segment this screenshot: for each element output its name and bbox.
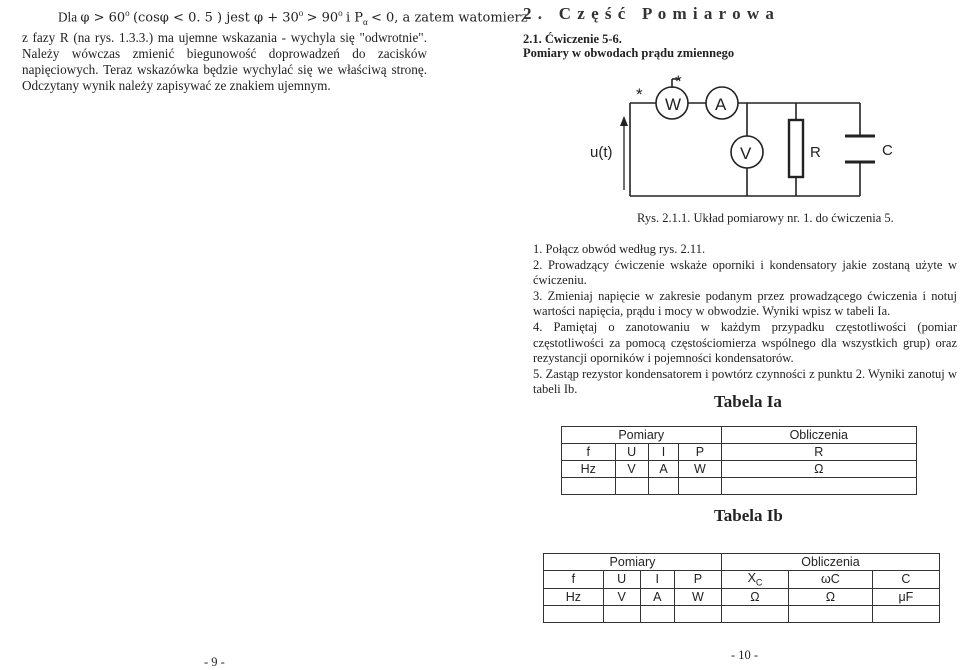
ammeter-label: A (715, 95, 727, 114)
table-cell: P (674, 571, 721, 589)
table-b (543, 553, 940, 623)
left-line-1: Dla $\varphi > 60^o$ (cosφ < 0. 5 ) jest $\varphi + 30^o > 90^o$ i $P_\alpha < 0$, a zatem watomierz (58, 8, 528, 28)
table-cell: Hz (562, 461, 616, 478)
table-cell (562, 478, 616, 495)
table-cell: I (640, 571, 674, 589)
table-cell (544, 605, 604, 622)
table-cell (679, 478, 721, 495)
table-row (562, 444, 917, 461)
table-cell (648, 478, 679, 495)
star-voltage-coil: * (675, 72, 682, 91)
table-cell (721, 605, 788, 622)
table-cell: f (562, 444, 616, 461)
table-header: Obliczenia (721, 554, 939, 571)
source-arrow-head (620, 116, 628, 126)
table-cell: V (615, 461, 648, 478)
step-item: 3. Zmieniaj napięcie w zakresie podanym przez prowadzącego ćwiczenia i notuj wartości napięcia, prądu i mocy w obwodzie. Wyniki wpisz w tabeli Ia. (533, 288, 957, 319)
table-row (562, 478, 917, 495)
section-title: 2 . C z ę ś ć P o m i a r o w a (523, 4, 775, 23)
circuit-diagram (560, 70, 900, 205)
table-row (562, 461, 917, 478)
left-paragraph (22, 5, 528, 94)
table-cell: $X_C$ (721, 571, 788, 589)
page-number-left: - 9 - (204, 655, 225, 669)
page-number-right: - 10 - (731, 648, 759, 662)
table-cell: C (872, 571, 939, 589)
resistor-symbol (789, 120, 803, 177)
table-cell (872, 605, 939, 622)
table-cell: f (544, 571, 604, 589)
star-current-coil: * (636, 85, 643, 104)
left-paragraph-text: z fazy R (na rys. 1.3.3.) ma ujemne wskazania - wychyla się "odwrotnie". Należy wówczas zmienić biegunowość doprowadzeń do zacisków napięciowych. Teraz wskazówka będzie wychylać się we właściwą stronę. Odczytany wynik należy zapisywać ze znakiem ujemnym. (22, 30, 427, 94)
table-cell: Ω (721, 461, 916, 478)
table-cell: Ω (721, 588, 788, 605)
table-a (561, 426, 917, 495)
table-cell: R (721, 444, 916, 461)
table-cell: Ω (789, 588, 873, 605)
table-cell: A (640, 588, 674, 605)
table-a-title: Tabela Ia (714, 392, 782, 411)
source-label: u(t) (590, 144, 613, 161)
exercise-heading: 2.1. Ćwiczenie 5-6. (523, 32, 622, 46)
table-cell: W (679, 461, 721, 478)
table-cell (615, 478, 648, 495)
table-cell (640, 605, 674, 622)
step-item: 2. Prowadzący ćwiczenie wskaże oporniki i kondensatory jakie zostaną użyte w ćwiczeniu. (533, 257, 957, 288)
table-cell: ωC (789, 571, 873, 589)
table-cell: P (679, 444, 721, 461)
table-cell (721, 478, 916, 495)
table-row (544, 605, 940, 622)
table-cell: Hz (544, 588, 604, 605)
table-row (544, 554, 940, 571)
step-item: 4. Pamiętaj o zanotowaniu w każdym przypadku częstotliwości (pomiar częstotliwości za pomocą częstościomierza wspólnego dla wszystkich grup) oraz rezystancji oporników i pojemności kondensatorów. (533, 319, 957, 366)
table-cell: A (648, 461, 679, 478)
table-header: Pomiary (562, 427, 722, 444)
table-cell: W (674, 588, 721, 605)
table-row (544, 588, 940, 605)
figure-caption: Rys. 2.1.1. Układ pomiarowy nr. 1. do ćwiczenia 5. (637, 211, 894, 225)
voltmeter-label: V (740, 144, 752, 163)
table-cell: V (603, 588, 640, 605)
table-row (562, 427, 917, 444)
table-b-title: Tabela Ib (714, 506, 783, 525)
step-item: 1. Połącz obwód według rys. 2.11. (533, 242, 706, 256)
table-cell: I (648, 444, 679, 461)
table-cell (789, 605, 873, 622)
exercise-subtitle: Pomiary w obwodach prądu zmiennego (523, 46, 735, 60)
table-header: Obliczenia (721, 427, 916, 444)
table-row (544, 571, 940, 589)
resistor-label: R (810, 144, 821, 161)
table-header: Pomiary (544, 554, 722, 571)
table-cell: μF (872, 588, 939, 605)
table-cell: U (615, 444, 648, 461)
table-cell (674, 605, 721, 622)
exercise-steps (533, 242, 957, 398)
wattmeter-label: W (665, 95, 682, 114)
capacitor-label: C (882, 142, 893, 159)
table-cell (603, 605, 640, 622)
step-item: 5. Zastąp rezystor kondensatorem i powtórz czynności z punktu 2. Wyniki zanotuj w tabeli Ib. (533, 366, 957, 397)
table-cell: U (603, 571, 640, 589)
